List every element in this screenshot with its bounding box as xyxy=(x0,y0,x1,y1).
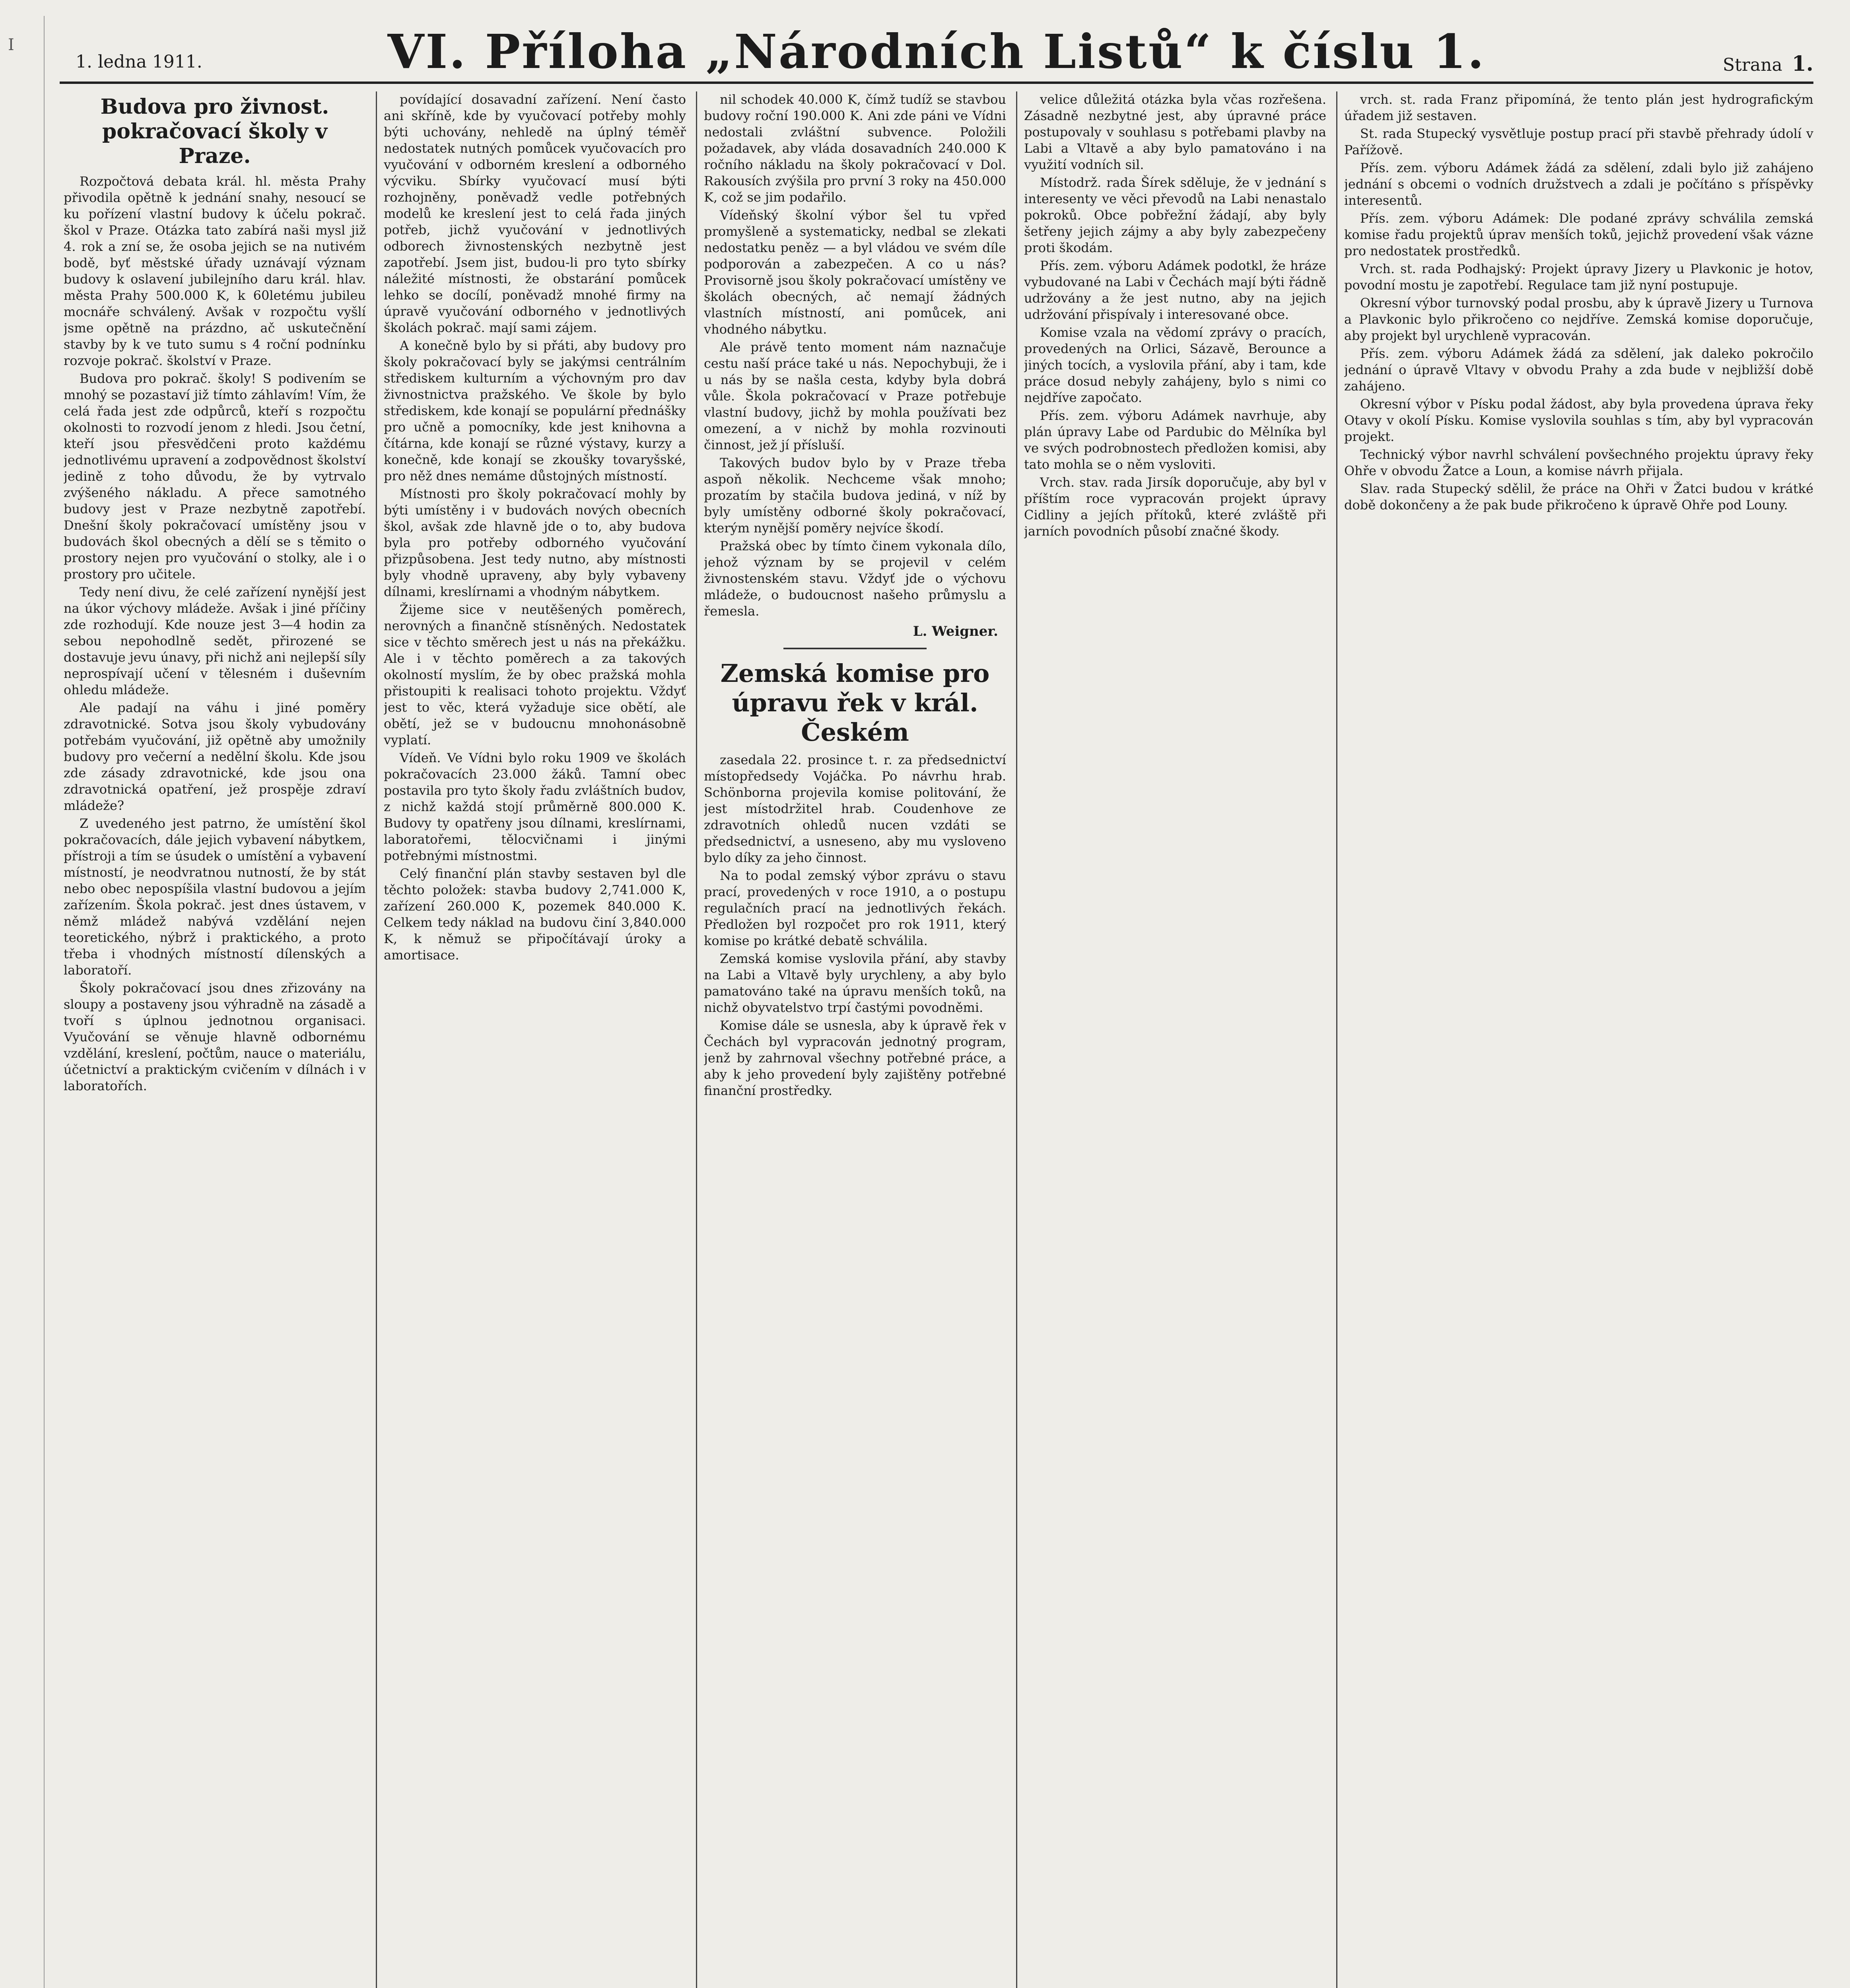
article-paragraph: St. rada Stupecký vysvětluje postup prací při stavbě přehrady údolí v Pařížově. xyxy=(1344,126,1813,157)
article-paragraph: Vrch. stav. rada Jirsík doporučuje, aby byl v příštím roce vypracován projekt úpravy Cidliny a jejích přítoků, které zvláště při jarních povodních působí značné škody. xyxy=(1024,475,1326,539)
article-paragraph: Zemská komise vyslovila přání, aby stavby na Labi a Vltavě byly urychleny, a aby bylo pamatováno také na úpravu menších toků, na nichž obyvatelstvo trpí častými povodněmi. xyxy=(704,951,1006,1015)
article-headline: Budova pro živnost. pokračovací školy v Praze. xyxy=(100,95,329,168)
column-1 xyxy=(64,91,366,1988)
page-margin xyxy=(0,16,45,1988)
page-header xyxy=(60,16,1813,80)
header-rule xyxy=(60,82,1813,84)
column-divider xyxy=(376,91,377,1988)
article-paragraph: Okresní výbor turnovský podal prosbu, aby k úpravě Jizery u Turnova a Plavkonic bylo přikročeno co nejdříve. Zemská komise doporučuje, aby projekt byl urychleně vypracován. xyxy=(1344,295,1813,343)
issue-date: 1. ledna 1911. xyxy=(76,52,202,72)
column-divider xyxy=(1016,91,1017,1988)
article-paragraph: Přís. zem. výboru Adámek navrhuje, aby plán úpravy Labe od Pardubic do Mělníka byl ve svých podrobnostech předložen komisi, aby tato mohla se o něm vysloviti. xyxy=(1024,408,1326,472)
column-4 xyxy=(1024,91,1326,1988)
article-paragraph: Vídeňský školní výbor šel tu vpřed promyšleně a systematicky, nedbal se zlekati nedostatku peněz — a byl vládou ve svém díle podporován a zabezpečen. A co u nás? Provisorně jsou školy pokračovací umístěny ve školách obecných, ač nemají žádných vlastních místností, ani pomůcek, ani vhodného nábytku. xyxy=(704,208,1006,337)
column-divider xyxy=(1336,91,1337,1988)
column-5 xyxy=(1344,91,1813,1988)
page-number-value: 1. xyxy=(1792,52,1813,76)
article-paragraph: Místnosti pro školy pokračovací mohly by býti umístěny i v budovách nových obecních škol, avšak zde hlavně jde o to, aby budova byla pro potřeby odborného vyučování přizpůsobena. Jest tedy nutno, aby místnosti byly vhodně upraveny, aby byly vybaveny dílnami, kreslírnami a vhodným nábytkem. xyxy=(384,486,686,599)
article-paragraph: Na to podal zemský výbor zprávu o stavu prací, provedených v roce 1910, a o postupu regulačních prací na jednotlivých řekách. Předložen byl rozpočet pro rok 1911, který komise po krátké debatě schválila. xyxy=(704,868,1006,948)
article-paragraph: Budova pro pokrač. školy! S podivením se mnohý se pozastaví již tímto záhlavím! Vím, že celá řada jest zde odpůrců, kteří s rozpočtu okolnosti to rozvodí jenom z hledi. Jsou četní, kteří jsou přesvědčeni proto každému jednotlivému upravení a zodpovědnost školství jedině z toho důvodu, že by vytrvalo zvýšeného nákladu. A přece samotného budovy jest v Praze nezbytně zapotřebí. Dnešní školy pokračovací umístěny jsou v budovách škol obecných a dělí se s těmito o prostory nejen pro vyučování o stolky, ale i o prostory pro učitele. xyxy=(64,371,366,582)
article-paragraph: Školy pokračovací jsou dnes zřizovány na sloupy a postaveny jsou výhradně na zásadě a tvoří s úplnou jednotnou organisaci. Vyučování se věnuje hlavně odbornému vzdělání, kreslení, počtům, nauce o materiálu, účetnictví a praktickým cvičením v dílnách i v laboratořích. xyxy=(64,980,366,1093)
article-paragraph: Okresní výbor v Písku podal žádost, aby byla provedena úprava řeky Otavy v okolí Písku. Komise vyslovila souhlas s tím, aby byl vypracován projekt. xyxy=(1344,396,1813,444)
article-paragraph: Celý finanční plán stavby sestaven byl dle těchto položek: stavba budovy 2,741.000 K, zařízení 260.000 K, pozemek 840.000 K. Celkem tedy náklad na budovu činí 3,840.000 K, k němuž se připočítávají úroky a amortisace. xyxy=(384,866,686,963)
page-number xyxy=(1723,52,1813,76)
article-paragraph: Vrch. st. rada Podhajský: Projekt úpravy Jizery u Plavkonic je hotov, povodní mostu je zapotřebí. Regulace tam již nyní postupuje. xyxy=(1344,261,1813,293)
article-headline: Zemská komise pro úpravu řek v král. Českém xyxy=(720,659,990,747)
page-label: Strana xyxy=(1723,55,1782,75)
article-paragraph: Takových budov bylo by v Praze třeba aspoň několik. Nechceme však mnoho; prozatím by stačila budova jediná, v níž by byly umístěny odborné školy pokračovací, kterým nynější poměry nejvíce škodí. xyxy=(704,455,1006,536)
column-3 xyxy=(704,91,1006,1988)
article-paragraph: A konečně bylo by si přáti, aby budovy pro školy pokračovací byly se jakýmsi centrálním střediskem kulturním a výchovným pro dav živnostnictva pražského. Ve škole by bylo střediskem, kde konají se populární přednášky pro učně a pomocníky, kde jest knihovna a čítárna, kde konají se různé výstavy, kurzy a konečně, kde konají se zkoušky tovaryšské, pro něž dnes nemáme důstojných místností. xyxy=(384,338,686,483)
column-2 xyxy=(384,91,686,1988)
article-paragraph: nil schodek 40.000 K, čímž tudíž se stavbou budovy roční 190.000 K. Ani zde páni ve Vídni nedostali zvláštní subvence. Položili požadavek, aby vláda dosavadních 240.000 K ročního nákladu na školy pokračovací v Dol. Rakousích zvýšila pro první 3 roky na 450.000 K, což se jim podařilo. xyxy=(704,92,1006,205)
article-paragraph: Komise vzala na vědomí zprávy o pracích, provedených na Orlici, Sázavě, Berounce a jiných tocích, a vyslovila přání, aby i tam, kde práce dosud nebyly zahájeny, bylo s nimi co nejdříve započato. xyxy=(1024,325,1326,405)
article-paragraph: Místodrž. rada Šírek sděluje, že v jednání s interesenty ve věci převodů na Labi nenastalo pokroků. Obce pobřežní žádají, aby byly šetřeny jejich zájmy a aby byly zabezpečeny proti škodám. xyxy=(1024,175,1326,255)
article-paragraph: Ale právě tento moment nám naznačuje cestu naší práce také u nás. Nepochybuji, že i u nás by se našla cesta, kdyby byla dobrá vůle. Škola pokračovací v Praze potřebuje vlastní budovy, jichž by mohla používati bez omezení, a v nichž by mohla rozvinouti činnost, jež jí přísluší. xyxy=(704,340,1006,452)
article-paragraph: Žijeme sice v neutěšených poměrech, nerovných a finančně stísněných. Nedostatek sice v těchto směrech jest u nás na překážku. Ale i v těchto poměrech a za takových okolností myslím, že by obec pražská mohla přistoupiti k realisaci tohoto projektu. Vždyť jest to věc, která vyžaduje sice obětí, ale obětí, jež se v budoucnu mnohonásobně vyplatí. xyxy=(384,602,686,747)
article-paragraph: Pražská obec by tímto činem vykonala dílo, jehož význam by se projevil v celém živnostenském stavu. Vždyť jde o výchovu mládeže, o budoucnost našeho průmyslu a řemesla. xyxy=(704,538,1006,619)
article-separator xyxy=(783,648,927,649)
column-divider xyxy=(696,91,697,1988)
article-paragraph: Rozpočtová debata král. hl. města Prahy přivodila opětně k jednání snahy, nesoucí se ku pořízení vlastní budovy k účelu pokrač. škol v Praze. Otázka tato zabírá naši mysl již 4. rok a zní se, že osoba jejich se na nutivém bodě, byť městské úřady uznávají význam budovy k oslavení jubilejního daru král. hlav. města Prahy 500.000 K, k 60letému jubileu mocnáře schválený. Avšak v rozpočtu vyšlí jsme opětně na prázdno, ač uskutečnění stavby by k ve tuto sumu s 4 roční podnínku rozvoje pokrač. školství v Praze. xyxy=(64,174,366,368)
article-paragraph: velice důležitá otázka byla včas rozřešena. Zásadně nezbytné jest, aby úpravné práce postupovaly v souhlasu s potřebami plavby na Labi a Vltavě a aby bylo pamatováno i na využití vodních sil. xyxy=(1024,92,1326,172)
supplement-title: VI. Příloha „Národních Listů“ k číslu 1. xyxy=(387,24,1486,79)
article-signature: L. Weigner. xyxy=(913,623,998,639)
article-paragraph: vrch. st. rada Franz připomíná, že tento plán jest hydrografickým úřadem již sestaven. xyxy=(1344,92,1813,123)
article-paragraph: povídající dosavadní zařízení. Není často ani skříně, kde by vyučovací potřeby mohly býti uchovány, nehledě na úplný téměř nedostatek nutných pomůcek vyučovacích pro vyučování v odborném kreslení a odborného výcviku. Sbírky vyučovací musí býti rozhojněny, poněvadž vedle potřebných modelů ke kreslení jest to celá řada jiných potřeb, jichž vyučování v jednotlivých odborech živnostenských nezbytně jest zapotřebí. Jsem jist, budou-li pro tyto sbírky náležité místnosti, že obstarání pomůcek lehko se docílí, poněvadž mnohé firmy na úpravě vyučování odborného v jednotlivých školách pokrač. mají sami zájem. xyxy=(384,92,686,335)
article-paragraph: Přís. zem. výboru Adámek: Dle podané zprávy schválila zemská komise řadu projektů úprav menších toků, jejichž provedení však vázne pro nedostatek prostředků. xyxy=(1344,211,1813,258)
article-paragraph: Přís. zem. výboru Adámek podotkl, že hráze vybudované na Labi v Čechách mají býti řádně udržovány a že jest nutno, aby na jejich udržování přispívaly i interesované obce. xyxy=(1024,258,1326,322)
article-paragraph: Vídeň. Ve Vídni bylo roku 1909 ve školách pokračovacích 23.000 žáků. Tamní obec postavila pro tyto školy řadu zvláštních budov, z nichž každá stojí průměrně 800.000 K. Budovy ty opatřeny jsou dílnami, kreslírnami, laboratořemi, tělocvičnami i jinými potřebnými místnostmi. xyxy=(384,750,686,863)
article-paragraph: Slav. rada Stupecký sdělil, že práce na Ohři v Žatci budou v krátké době dokončeny a že pak bude přikročeno k úpravě Ohře pod Louny. xyxy=(1344,481,1813,513)
article-paragraph: zasedala 22. prosince t. r. za předsednictví místopředsedy Vojáčka. Po návrhu hrab. Schönborna projevila komise politování, že jest místodržitel hrab. Coudenhove ze zdravotních ohledů nucen vzdáti se předsednictví, a usneseno, aby mu vysloveno bylo díky za jeho činnost. xyxy=(704,752,1006,865)
article-paragraph: Technický výbor navrhl schválení povšechného projektu úpravy řeky Ohře v obvodu Žatce a Loun, a komise návrh přijala. xyxy=(1344,447,1813,478)
margin-mark: I xyxy=(8,36,14,54)
article-paragraph: Přís. zem. výboru Adámek žádá za sdělení, zdali bylo již zahájeno jednání s obcemi o vodních družstvech a zdali je počítáno s příspěvky interesentů. xyxy=(1344,160,1813,208)
article-paragraph: Přís. zem. výboru Adámek žádá za sdělení, jak daleko pokročilo jednání o úpravě Vltavy v obvodu Prahy a zda bude v nejbližší době zahájeno. xyxy=(1344,346,1813,394)
article-paragraph: Z uvedeného jest patrno, že umístění škol pokračovacích, dále jejich vybavení nábytkem, přístroji a tím se úsudek o umístění a vybavení místností, je neodvratnou nutností, že by stát nebo obec nepospíšila vlastní budovou a jejím zařízením. Škola pokrač. jest dnes ústavem, v němž mládež nabývá vzdělání nejen teoretického, nýbrž i praktického, a proto třeba i vhodných místností dílenských a laboratoří. xyxy=(64,816,366,978)
article-paragraph: Ale padají na váhu i jiné poměry zdravotnické. Sotva jsou školy vybudovány potřebám vyučování, již opětně aby umožnily budovy pro večerní a nedělní školu. Kde jsou zde zásady zdravotnické, kde jsou ona zdravotnická opatření, jež prospěje zdraví mládeže? xyxy=(64,700,366,813)
article-paragraph: Komise dále se usnesla, aby k úpravě řek v Čechách byl vypracován jednotný program, jenž by zahrnoval všechny potřebné práce, a aby k jeho provedení byly zajištěny potřebné finanční prostředky. xyxy=(704,1018,1006,1098)
article-paragraph: Tedy není divu, že celé zařízení nynější jest na úkor výchovy mládeže. Avšak i jiné příčiny zde rozhodují. Kde nouze jest 3—4 hodin za sebou nepohodlně sedět, přirozené se dostavuje jevu únavy, při nichž ani nejlepší síly neprospívají učení v tělesném i duševním ohledu mládeže. xyxy=(64,584,366,697)
